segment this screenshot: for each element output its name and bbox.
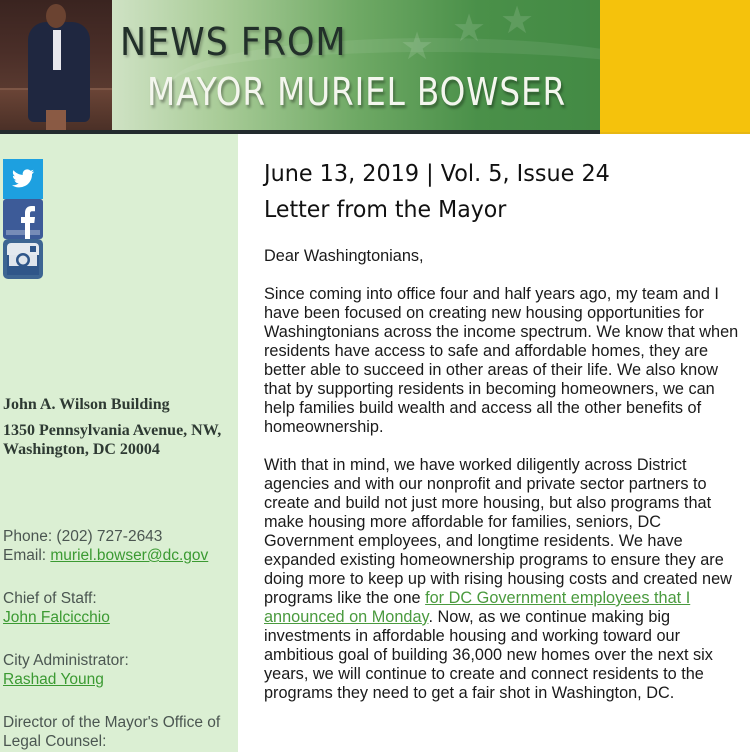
- chief-of-staff-block: [3, 589, 235, 627]
- facebook-icon: [3, 199, 43, 239]
- mayor-photo: [0, 0, 112, 130]
- contact-info: [3, 527, 235, 752]
- paragraph-1: Since coming into office four and half years ago, my team and I have been focused on creating new housing opportunities for Washingtonians across the income spectrum. We know that when residents have access to safe and affordable homes, they are better able to succeed in other areas of their life. We also know that by supporting residents in becoming homeowners, we can help families build wealth and access all the other benefits of homeownership.: [264, 285, 739, 436]
- street-address: 1350 Pennsylvania Avenue, NW, Washington, DC 20004: [3, 422, 222, 458]
- star-icon: ★: [500, 0, 535, 42]
- person-legs-graphic: [46, 110, 66, 130]
- instagram-icon: [3, 239, 43, 279]
- paragraph-2-text-after: . Now, as we continue making big investments in affordable housing and working toward our ambitious goal of building 36,000 new homes over the next six years, we will continue to create and connect residents to the programs they need to get a fair shot in Washington, DC.: [264, 608, 713, 702]
- legal-counsel-label: Director of the Mayor's Office of Legal Counsel:: [3, 714, 221, 750]
- person-shirt-graphic: [53, 30, 61, 70]
- instagram-link[interactable]: [3, 239, 43, 279]
- social-links: [3, 159, 43, 279]
- email-label: Email:: [3, 547, 51, 564]
- phone-text: Phone: (202) 727-2643: [3, 528, 163, 545]
- chief-of-staff-link[interactable]: John Falcicchio: [3, 609, 110, 626]
- sidebar: [0, 134, 238, 752]
- issue-date-volume: June 13, 2019 | Vol. 5, Issue 24: [264, 161, 610, 187]
- city-administrator-label: City Administrator:: [3, 652, 129, 669]
- person-head-graphic: [46, 4, 66, 28]
- city-administrator-link[interactable]: Rashad Young: [3, 671, 104, 688]
- salutation: Dear Washingtonians,: [264, 247, 424, 265]
- building-name: John A. Wilson Building: [3, 396, 170, 413]
- letter-title: Letter from the Mayor: [264, 197, 507, 223]
- paragraph-2: [264, 456, 748, 703]
- dc-employees-program-link[interactable]: for DC Government employees that I announced on Monday: [264, 589, 691, 626]
- city-administrator-block: [3, 651, 235, 689]
- facebook-link[interactable]: [3, 199, 43, 239]
- banner-title-line2: MAYOR MURIEL BOWSER: [147, 70, 567, 114]
- star-icon: ★: [400, 26, 435, 68]
- banner-title-line1: NEWS FROM: [120, 20, 347, 64]
- twitter-link[interactable]: [3, 159, 43, 199]
- email-link[interactable]: muriel.bowser@dc.gov: [50, 547, 209, 564]
- letter-body: [264, 247, 748, 722]
- paragraph-2-text-before: With that in mind, we have worked diligently across District agencies and with our nonprofit and private sector partners to create and build not just more housing, but also programs that make housing more affordable for families, seniors, DC Government employees, and longtime residents. We have expanded existing homeownership programs to ensure they are doing more to keep up with rising housing costs and created new programs like the one: [264, 456, 732, 607]
- newsletter-banner: [0, 0, 750, 134]
- email-line: [3, 546, 235, 565]
- office-address: [3, 395, 235, 459]
- twitter-icon: [3, 159, 43, 199]
- chief-of-staff-label: Chief of Staff:: [3, 590, 97, 607]
- phone-email-block: [3, 527, 235, 565]
- legal-counsel-block: [3, 713, 235, 751]
- star-icon: ★: [452, 8, 487, 50]
- main-content: [238, 134, 750, 752]
- banner-yellow-panel: [600, 0, 750, 134]
